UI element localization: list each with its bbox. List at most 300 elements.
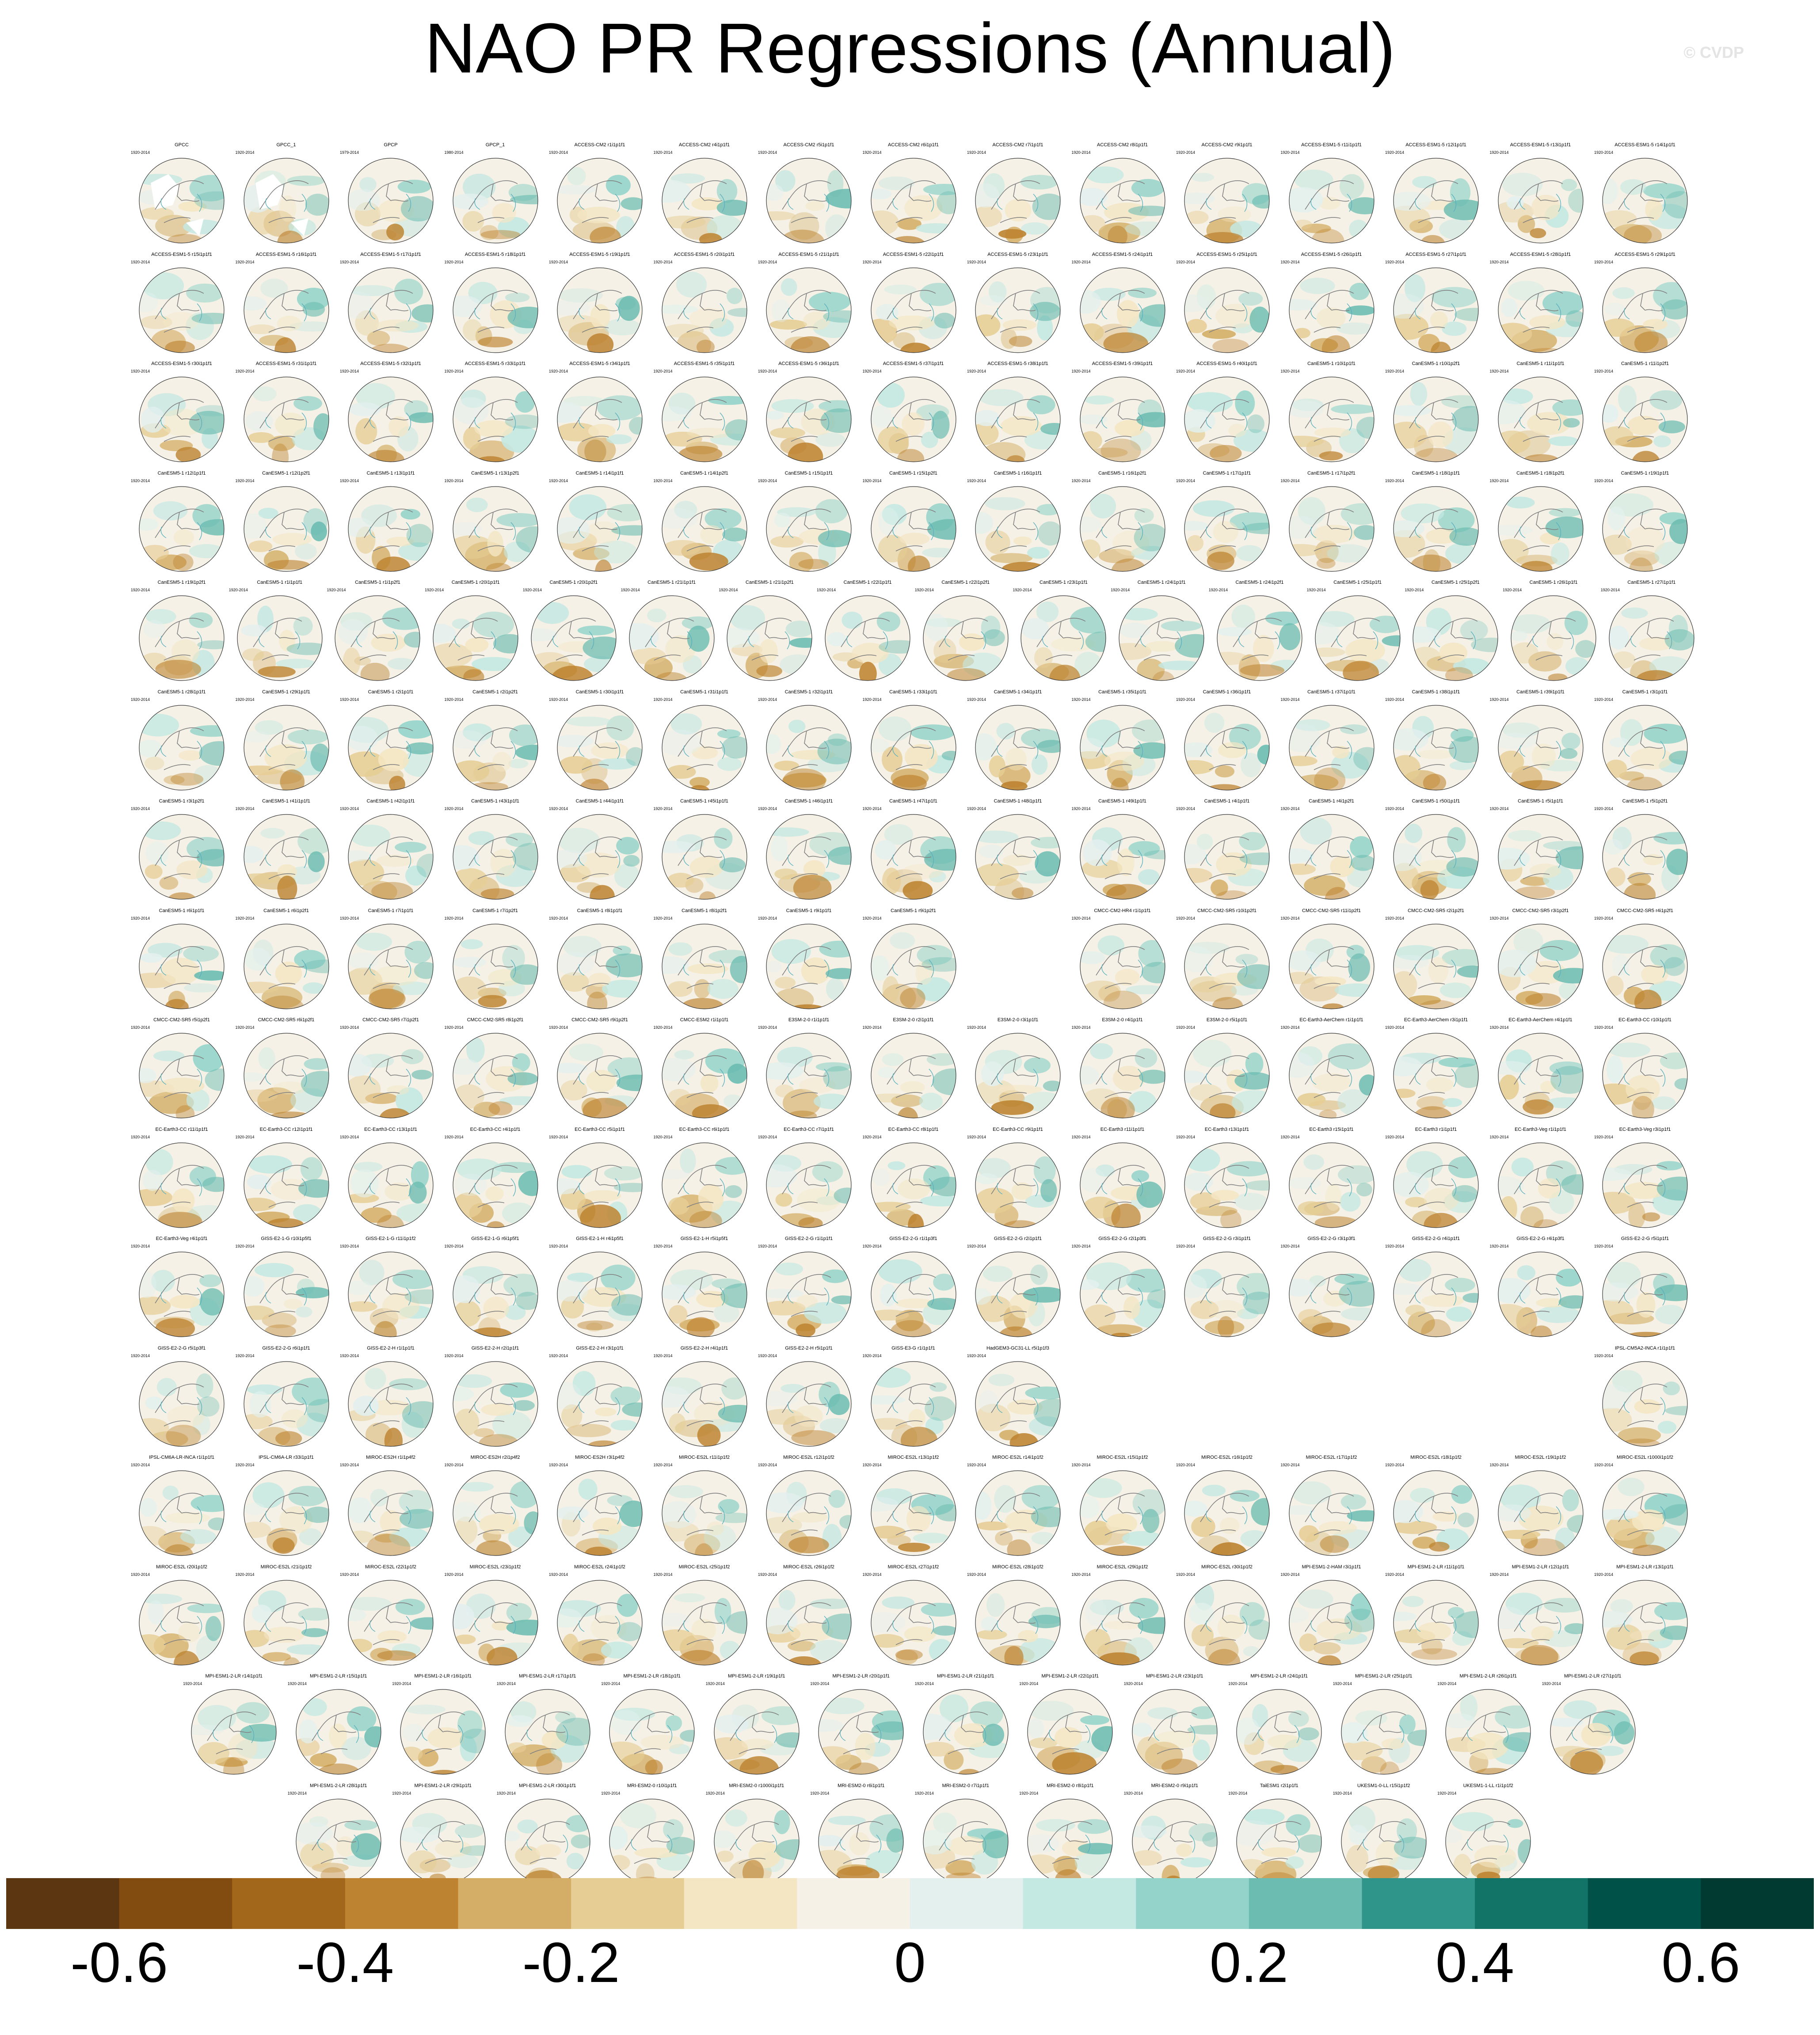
panel-title: GISS-E2-2-G r2i1p3f1 <box>1098 1236 1146 1241</box>
panel-title: CanESM5-1 r44i1p1f1 <box>575 799 624 804</box>
map-panel <box>1174 1127 1279 1229</box>
map-panel <box>129 1346 234 1448</box>
polar-map <box>236 594 324 682</box>
panel-years: 1920-2014 <box>1594 150 1614 155</box>
polar-map <box>503 1797 592 1886</box>
map-panel <box>965 1346 1070 1448</box>
map-panel <box>1279 1236 1384 1339</box>
map-panel <box>1279 1017 1384 1120</box>
map-panel <box>129 580 234 682</box>
panel-title: E3SM-2-0 r4i1p1f1 <box>1102 1017 1143 1023</box>
panel-title: CanESM5-1 r29i1p1f1 <box>262 689 310 695</box>
polar-map <box>1078 1469 1167 1557</box>
map-panel <box>1070 689 1175 792</box>
panel-years: 1920-2014 <box>1385 1244 1405 1248</box>
polar-map <box>1444 1688 1532 1776</box>
panel-years: 1920-2014 <box>967 259 986 264</box>
colorbar-box <box>232 1878 345 1929</box>
map-panel <box>1383 1236 1489 1339</box>
polar-map <box>712 1688 801 1776</box>
panel-title: ACCESS-CM2 r8i1p1f1 <box>1097 142 1148 148</box>
panel-years: 1920-2014 <box>444 1572 464 1577</box>
polar-map <box>765 1250 853 1339</box>
map-panel <box>652 1236 757 1339</box>
panel-title: MPI-ESM1-2-LR r19i1p1f1 <box>727 1674 785 1679</box>
panel-title: MPI-ESM1-2-LR r12i1p1f1 <box>1512 1564 1569 1570</box>
polar-map <box>660 1579 749 1667</box>
panel-years: 1920-2014 <box>444 916 464 921</box>
map-panel <box>234 689 339 792</box>
polar-map <box>556 156 644 245</box>
panel-years: 1920-2014 <box>131 1463 150 1467</box>
panel-title: MPI-ESM1-2-LR r16i1p1f1 <box>414 1674 472 1679</box>
map-panel <box>808 1674 914 1776</box>
panel-years: 1920-2014 <box>758 697 777 702</box>
panel-years: 1920-2014 <box>967 1025 986 1030</box>
colorbar-tick-label: 0.4 <box>1435 1931 1515 1994</box>
panel-years: 1920-2014 <box>653 1463 673 1467</box>
panel-title: MPI-ESM1-2-LR r13i1p1f1 <box>1616 1564 1674 1570</box>
panel-years: 1920-2014 <box>131 478 150 483</box>
polar-map <box>1183 922 1271 1011</box>
panel-years: 1920-2014 <box>862 478 882 483</box>
panel-title: CanESM5-1 r5i1p2f1 <box>1622 799 1668 804</box>
panel-years: 1920-2014 <box>758 1463 777 1467</box>
panel-title: CanESM5-1 r45i1p1f1 <box>680 799 728 804</box>
panel-title: GPCC <box>175 142 189 148</box>
panel-years: 1920-2014 <box>1280 1025 1300 1030</box>
panel-title: CanESM5-1 r43i1p1f1 <box>471 799 519 804</box>
polar-map <box>869 1141 958 1229</box>
panel-title: MRI-ESM2-0 r8i1p1f1 <box>1047 1783 1094 1788</box>
colorbar-tick-label: 0.2 <box>1209 1931 1288 1994</box>
polar-map <box>346 704 435 792</box>
map-panel <box>965 471 1070 573</box>
map-panel <box>1383 799 1489 901</box>
panel-title: MRI-ESM2-0 r10i1p1f1 <box>627 1783 677 1788</box>
panel-years: 1920-2014 <box>235 1134 255 1139</box>
map-panel <box>443 689 548 792</box>
panel-title: MPI-ESM1-2-LR r15i1p1f1 <box>309 1674 367 1679</box>
polar-map <box>242 1579 331 1667</box>
panel-title: GPCC_1 <box>276 142 296 148</box>
panel-title: CMCC-CM2-SR5 r8i1p2f1 <box>467 1017 524 1023</box>
panel-years: 1920-2014 <box>1594 369 1614 373</box>
polar-map <box>242 813 331 901</box>
map-panel <box>756 142 861 245</box>
polar-map <box>346 375 435 464</box>
panel-years: 1920-2014 <box>131 1244 150 1248</box>
panel-years: 1920-2014 <box>967 1463 986 1467</box>
panel-years: 1920-2014 <box>758 806 777 811</box>
polar-map <box>242 485 331 573</box>
map-panel <box>1592 1127 1698 1229</box>
panel-title: MRI-ESM2-0 r7i1p1f1 <box>942 1783 989 1788</box>
panel-years: 1920-2014 <box>1176 1134 1196 1139</box>
polar-map <box>823 594 912 682</box>
panel-title: GISS-E2-2-G r4i1p3f1 <box>1516 1236 1565 1241</box>
polar-map <box>1183 1250 1271 1339</box>
panel-title: GPCP <box>384 142 398 148</box>
polar-map <box>1019 594 1108 682</box>
panel-title: GISS-E2-2-G r5i1p1f1 <box>1621 1236 1669 1241</box>
polar-map <box>1183 266 1271 354</box>
polar-map <box>346 1579 435 1667</box>
polar-map <box>869 1031 958 1120</box>
panel-title: GISS-E2-1-G r6i1p5f1 <box>471 1236 519 1241</box>
map-panel <box>652 1017 757 1120</box>
panel-title: EC-Earth3-CC r11i1p1f1 <box>155 1126 208 1132</box>
panel-years: 1920-2014 <box>653 150 673 155</box>
panel-years: 1920-2014 <box>653 1353 673 1358</box>
panel-title: EC-Earth3 r1i1p1f1 <box>1415 1126 1457 1132</box>
panel-title: CanESM5-1 r35i1p1f1 <box>1098 689 1146 695</box>
panel-title: CMCC-CM2-SR5 r5i1p2f1 <box>153 1017 210 1023</box>
map-panel <box>234 361 339 464</box>
polar-map <box>974 485 1062 573</box>
panel-years: 1920-2014 <box>1280 697 1300 702</box>
polar-map <box>137 813 226 901</box>
panel-title: MPI-ESM1-2-LR r26i1p1f1 <box>1459 1674 1517 1679</box>
panel-years: 1920-2014 <box>758 1353 777 1358</box>
panel-years: 1920-2014 <box>235 697 255 702</box>
map-panel <box>1488 361 1593 464</box>
polar-map <box>1026 1688 1114 1776</box>
panel-title: GISS-E2-2-G r1i1p1f1 <box>784 1236 833 1241</box>
panel-years: 1920-2014 <box>1013 588 1032 592</box>
panel-years: 1920-2014 <box>914 588 934 592</box>
polar-map <box>1601 266 1689 354</box>
panel-years: 1920-2014 <box>235 1025 255 1030</box>
map-panel <box>1488 1455 1593 1557</box>
panel-title: ACCESS-ESM1-5 r20i1p1f1 <box>674 251 735 257</box>
polar-map <box>1131 1688 1219 1776</box>
panel-years: 1920-2014 <box>1489 1572 1509 1577</box>
polar-map <box>242 266 331 354</box>
map-panel <box>443 1127 548 1229</box>
panel-title: CanESM5-1 r25i1p2f1 <box>1431 580 1480 585</box>
panel-title: MPI-ESM1-2-LR r23i1p1f1 <box>1146 1674 1203 1679</box>
map-panel <box>234 252 339 354</box>
panel-years: 1920-2014 <box>1280 369 1300 373</box>
polar-map <box>1601 1141 1689 1229</box>
map-panel <box>1592 799 1698 901</box>
polar-map <box>294 1797 383 1886</box>
panel-title: MPI-ESM1-2-LR r17i1p1f1 <box>518 1674 576 1679</box>
panel-title: MIROC-ES2L r1000i1p1f2 <box>1617 1455 1673 1460</box>
panel-years: 1920-2014 <box>340 369 359 373</box>
polar-map <box>556 813 644 901</box>
panel-years: 1920-2014 <box>131 697 150 702</box>
panel-years: 1920-2014 <box>549 916 568 921</box>
panel-years: 1920-2014 <box>1176 916 1196 921</box>
panel-title: CMCC-CM2-HR4 r1i1p1f1 <box>1094 908 1151 913</box>
polar-map <box>1340 1797 1428 1886</box>
panel-years: 1920-2014 <box>1385 478 1405 483</box>
map-panel <box>547 1127 652 1229</box>
polar-map <box>294 1688 383 1776</box>
panel-years: 1920-2014 <box>621 588 640 592</box>
panel-title: MIROC-ES2L r23i1p1f2 <box>469 1564 521 1570</box>
panel-title: MIROC-ES2L r21i1p1f2 <box>260 1564 312 1570</box>
panel-years: 1920-2014 <box>1385 697 1405 702</box>
panel-years: 1920-2014 <box>1228 1681 1248 1686</box>
map-panel <box>913 580 1018 682</box>
panel-title: CanESM5-1 r28i1p1f1 <box>157 689 206 695</box>
panel-years: 1920-2014 <box>1280 478 1300 483</box>
polar-map <box>137 485 226 573</box>
map-panel <box>861 471 966 573</box>
panel-title: CanESM5-1 r21i1p2f1 <box>745 580 794 585</box>
panel-years: 1920-2014 <box>862 150 882 155</box>
polar-map <box>765 1031 853 1120</box>
map-panel <box>234 1017 339 1120</box>
polar-map <box>1078 704 1167 792</box>
colorbar-box <box>1362 1878 1475 1929</box>
panel-years: 1920-2014 <box>862 1025 882 1030</box>
map-panel <box>1488 799 1593 901</box>
panel-years: 1920-2014 <box>444 1353 464 1358</box>
panel-title: IPSL-CM6A-LR-INCA r1i1p1f1 <box>149 1455 214 1460</box>
panel-title: MIROC-ES2L r27i1p1f2 <box>887 1564 939 1570</box>
colorbar <box>6 1878 1814 1929</box>
panel-title: ACCESS-ESM1-5 r28i1p1f1 <box>1510 251 1571 257</box>
panel-years: 1920-2014 <box>340 1134 359 1139</box>
panel-years: 1920-2014 <box>862 806 882 811</box>
polar-map <box>765 922 853 1011</box>
panel-years: 1920-2014 <box>914 1791 934 1795</box>
map-panel <box>547 799 652 901</box>
colorbar-box <box>797 1878 910 1929</box>
panel-years: 1920-2014 <box>1489 1025 1509 1030</box>
polar-map <box>242 1250 331 1339</box>
colorbar-tick-label: 0.6 <box>1661 1931 1740 1994</box>
polar-map <box>765 156 853 245</box>
panel-years: 1920-2014 <box>758 259 777 264</box>
panel-years: 1920-2014 <box>340 1244 359 1248</box>
polar-map <box>137 375 226 464</box>
polar-map <box>1392 813 1480 901</box>
map-panel <box>338 1127 443 1229</box>
polar-map <box>974 156 1062 245</box>
panel-title: CanESM5-1 r6i1p2f1 <box>263 908 309 913</box>
map-panel <box>1383 1017 1489 1120</box>
panel-title: GISS-E3-G r1i1p1f1 <box>891 1345 935 1351</box>
map-panel <box>1540 1674 1645 1776</box>
map-panel <box>704 1674 809 1776</box>
panel-years: 1920-2014 <box>1071 697 1091 702</box>
panel-years: 1920-2014 <box>1176 806 1196 811</box>
map-panel <box>1226 1674 1332 1776</box>
map-panel <box>1070 908 1175 1011</box>
map-panel <box>1592 471 1698 573</box>
polar-map <box>451 266 540 354</box>
panel-years: 1920-2014 <box>862 697 882 702</box>
polar-map <box>451 1031 540 1120</box>
map-panel <box>965 1017 1070 1120</box>
panel-years: 1920-2014 <box>1071 1244 1091 1248</box>
map-panel <box>756 908 861 1011</box>
map-panel <box>652 252 757 354</box>
panel-years: 1920-2014 <box>522 588 542 592</box>
polar-map <box>242 1360 331 1448</box>
polar-map <box>1078 1579 1167 1667</box>
map-panel <box>129 908 234 1011</box>
polar-map <box>765 813 853 901</box>
panel-title: CMCC-CM2-SR5 r10i1p2f1 <box>1197 908 1256 913</box>
panel-years: 1920-2014 <box>549 1025 568 1030</box>
panel-years: 1920-2014 <box>862 916 882 921</box>
map-panel <box>815 580 920 682</box>
map-panel <box>443 252 548 354</box>
colorbar-tick-label: 0 <box>894 1931 926 1994</box>
panel-title: CanESM5-1 r22i1p1f1 <box>843 580 892 585</box>
panel-years: 1920-2014 <box>1594 1463 1614 1467</box>
panel-years: 1920-2014 <box>758 1025 777 1030</box>
polar-map <box>451 1360 540 1448</box>
panel-title: MRI-ESM2-0 r9i1p1f1 <box>1151 1783 1198 1788</box>
polar-map <box>346 1360 435 1448</box>
panel-title: MIROC-ES2L r18i1p1f2 <box>1410 1455 1462 1460</box>
polar-map <box>869 1579 958 1667</box>
map-panel <box>1109 580 1214 682</box>
panel-title: CanESM5-1 r15i1p2f1 <box>889 470 937 476</box>
map-panel <box>495 1674 600 1776</box>
map-panel <box>1592 1017 1698 1120</box>
map-panel <box>1174 471 1279 573</box>
panel-title: CanESM5-1 r21i1p1f1 <box>647 580 696 585</box>
panel-title: MPI-ESM1-2-LR r18i1p1f1 <box>623 1674 681 1679</box>
polar-map <box>1601 922 1689 1011</box>
panel-title: EC-Earth3-AerChem r3i1p1f1 <box>1404 1017 1468 1023</box>
panel-title: CMCC-CM2-SR5 r4i1p2f1 <box>1617 908 1673 913</box>
colorbar-tick-label: -0.2 <box>522 1931 620 1994</box>
map-panel <box>1403 580 1508 682</box>
panel-years: 1920-2014 <box>235 369 255 373</box>
panel-title: MIROC-ES2L r16i1p1f2 <box>1201 1455 1253 1460</box>
polar-map <box>1287 1579 1376 1667</box>
panel-title: ACCESS-ESM1-5 r12i1p1f1 <box>1405 142 1466 148</box>
map-panel <box>129 1017 234 1120</box>
panel-title: CanESM5-1 r26i1p1f1 <box>1529 580 1578 585</box>
map-panel <box>1070 142 1175 245</box>
map-panel <box>652 1346 757 1448</box>
panel-title: HadGEM3-GC31-LL r5i1p1f3 <box>986 1345 1050 1351</box>
panel-title: CanESM5-1 r25i1p1f1 <box>1333 580 1382 585</box>
panel-title: MIROC-ES2L r24i1p1f2 <box>574 1564 625 1570</box>
panel-years: 1920-2014 <box>496 1791 516 1795</box>
polar-map <box>1392 1031 1480 1120</box>
panel-title: ACCESS-ESM1-5 r29i1p1f1 <box>1614 251 1675 257</box>
map-panel <box>1279 689 1384 792</box>
polar-map <box>346 1141 435 1229</box>
panel-title: MPI-ESM1-2-LR r14i1p1f1 <box>205 1674 263 1679</box>
panel-years: 1920-2014 <box>1123 1681 1143 1686</box>
polar-map <box>346 1469 435 1557</box>
panel-years: 1920-2014 <box>1071 1025 1091 1030</box>
panel-years: 1920-2014 <box>1594 478 1614 483</box>
polar-map <box>1392 1141 1480 1229</box>
map-panel <box>652 1564 757 1667</box>
panel-years: 1920-2014 <box>1176 1572 1196 1577</box>
polar-map <box>1314 594 1402 682</box>
polar-map <box>1287 704 1376 792</box>
polar-map <box>660 266 749 354</box>
polar-map <box>1601 1360 1689 1448</box>
map-panel <box>1488 1017 1593 1120</box>
panel-title: EC-Earth3 r15i1p1f1 <box>1309 1126 1354 1132</box>
map-panel <box>234 1346 339 1448</box>
panel-title: E3SM-2-0 r3i1p1f1 <box>997 1017 1039 1023</box>
panel-years: 1920-2014 <box>235 916 255 921</box>
panel-title: CanESM5-1 r10i1p1f1 <box>1307 361 1355 366</box>
panel-years: 1920-2014 <box>967 1244 986 1248</box>
panel-title: CanESM5-1 r42i1p1f1 <box>366 799 415 804</box>
colorbar-box <box>1701 1878 1814 1929</box>
polar-map <box>451 1250 540 1339</box>
polar-map <box>660 922 749 1011</box>
map-panel <box>1122 1674 1227 1776</box>
panel-title: EC-Earth3-CC r9i1p1f1 <box>993 1126 1043 1132</box>
polar-map <box>1183 485 1271 573</box>
panel-title: MRI-ESM2-0 r1000i1p1f1 <box>729 1783 784 1788</box>
polar-map <box>1392 156 1480 245</box>
panel-title: CanESM5-1 r23i1p1f1 <box>1039 580 1088 585</box>
map-panel <box>1331 1674 1436 1776</box>
colorbar-box <box>1249 1878 1362 1929</box>
map-panel <box>756 1127 861 1229</box>
map-panel <box>1174 1017 1279 1120</box>
map-panel <box>1592 1564 1698 1667</box>
map-panel <box>965 361 1070 464</box>
panel-years: 1920-2014 <box>862 1134 882 1139</box>
polar-map <box>1496 485 1585 573</box>
panel-title: CMCC-CM2-SR5 r11i1p2f1 <box>1302 908 1361 913</box>
panel-title: CanESM5-1 r11i1p2f1 <box>1621 361 1669 366</box>
panel-years: 1920-2014 <box>1385 1134 1405 1139</box>
panel-title: EC-Earth3 r13i1p1f1 <box>1204 1126 1249 1132</box>
panel-title: CanESM5-1 r14i1p1f1 <box>575 470 624 476</box>
panel-title: ACCESS-ESM1-5 r27i1p1f1 <box>1405 251 1466 257</box>
polar-map <box>1078 813 1167 901</box>
map-panel <box>547 361 652 464</box>
polar-map <box>1392 1469 1480 1557</box>
panel-years: 1920-2014 <box>444 259 464 264</box>
panel-years: 1920-2014 <box>444 1025 464 1030</box>
panel-title: CanESM5-1 r34i1p1f1 <box>994 689 1042 695</box>
panel-years: 1920-2014 <box>340 1572 359 1577</box>
panel-title: TaiESM1 r2i1p1f1 <box>1260 1783 1298 1788</box>
polar-map <box>137 1141 226 1229</box>
map-panel <box>1599 580 1704 682</box>
panel-years: 1920-2014 <box>1176 1463 1196 1467</box>
map-panel <box>1174 799 1279 901</box>
panel-years: 1920-2014 <box>862 1463 882 1467</box>
panel-title: CanESM5-1 r39i1p1f1 <box>1516 689 1565 695</box>
polar-map <box>1183 813 1271 901</box>
polar-map <box>137 1250 226 1339</box>
panel-years: 1920-2014 <box>862 1244 882 1248</box>
panel-title: ACCESS-ESM1-5 r21i1p1f1 <box>778 251 839 257</box>
polar-map <box>1496 704 1585 792</box>
map-panel <box>756 361 861 464</box>
polar-map <box>346 266 435 354</box>
panel-years: 1920-2014 <box>1594 1244 1614 1248</box>
panel-years: 1920-2014 <box>131 588 150 592</box>
panel-years: 1920-2014 <box>1489 150 1509 155</box>
panel-title: GISS-E2-2-G r5i1p3f1 <box>157 1345 206 1351</box>
polar-map <box>628 594 716 682</box>
